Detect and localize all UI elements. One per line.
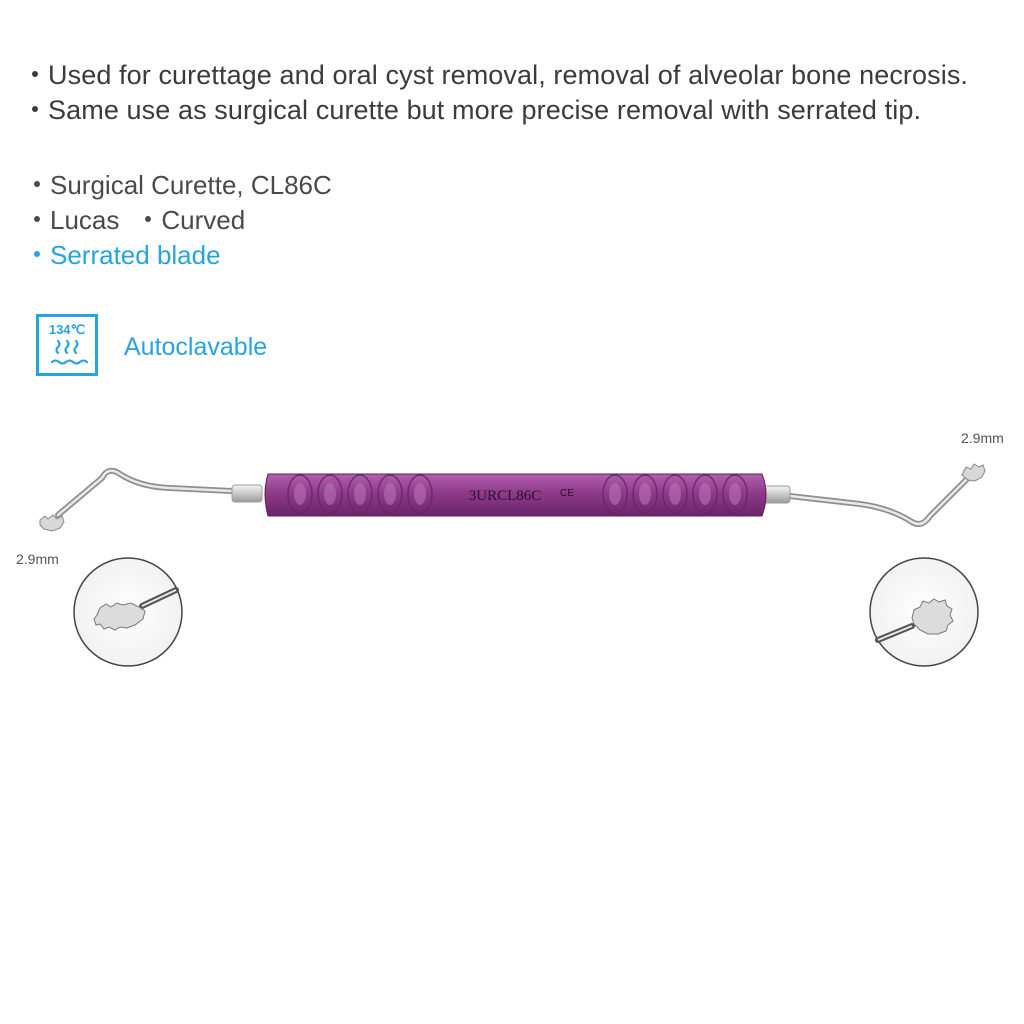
right-working-end: [760, 464, 985, 524]
engraving-text: 3URCL86C: [468, 488, 542, 504]
left-working-end: [40, 471, 262, 531]
handle: [265, 474, 766, 516]
description-line-2: Same use as surgical curette but more precise removal with serrated tip.: [32, 95, 921, 126]
zoom-lens-left: [74, 558, 182, 666]
tip-size-left: 2.9mm: [16, 551, 59, 567]
ce-mark: CE: [560, 488, 574, 499]
spec-type-curved: Curved: [161, 205, 246, 235]
spec-name: Surgical Curette, CL86C: [34, 170, 332, 201]
spec-type-lucas: Lucas: [50, 205, 120, 235]
description-line-1: Used for curettage and oral cyst removal, removal of alveolar bone necrosis.: [32, 60, 968, 91]
tip-size-right: 2.9mm: [961, 430, 1004, 446]
zoom-lens-right: [870, 558, 978, 666]
spec-blade: Serrated blade: [34, 240, 221, 271]
serrated-tip-left: [40, 515, 64, 531]
autoclave-temperature: 134℃: [48, 322, 86, 337]
serrated-tip-right: [962, 464, 985, 481]
autoclave-label: Autoclavable: [124, 333, 268, 361]
